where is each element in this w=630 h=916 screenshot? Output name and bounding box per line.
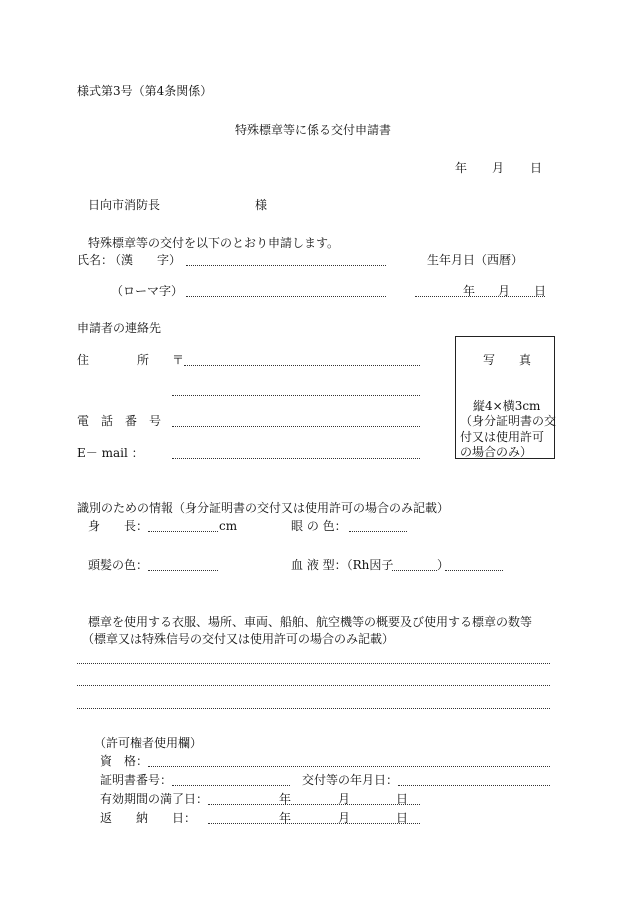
expiry-label: 有効期間の満了日： (100, 792, 209, 806)
addressee-name: 日向市消防長 (88, 198, 161, 212)
expiry-day: 日 (396, 792, 409, 806)
expiry-year: 年 (279, 792, 292, 806)
email-field[interactable] (172, 458, 420, 459)
blood-type-field[interactable] (445, 570, 503, 571)
height-field[interactable] (148, 531, 218, 532)
issue-date-label: 交付等の年月日： (302, 773, 399, 787)
name-label: 氏名： (77, 253, 114, 267)
height-label: 身 長： (88, 519, 149, 533)
address-field-2[interactable] (172, 395, 420, 396)
qualification-field[interactable] (148, 766, 550, 767)
postal-mark: 〒 (172, 353, 185, 367)
photo-note-2: 付又は使用許可 (460, 430, 545, 444)
usage-field-2[interactable] (77, 685, 550, 686)
return-day: 日 (396, 811, 409, 825)
return-label: 返 納 日： (100, 811, 197, 825)
expiry-date-field[interactable] (208, 804, 420, 805)
photo-note-1: （身分証明書の交 (460, 414, 557, 428)
expiry-month: 月 (338, 792, 351, 806)
usage-line-2: （標章又は特殊信号の交付又は使用許可の場合のみ記載） (82, 632, 395, 646)
date-day: 日 (530, 161, 543, 175)
cert-number-label: 証明書番号： (100, 773, 173, 787)
return-year: 年 (279, 811, 292, 825)
height-unit: cm (219, 519, 238, 533)
phone-field[interactable] (172, 426, 420, 427)
return-month: 月 (338, 811, 351, 825)
rh-factor-field[interactable] (392, 570, 437, 571)
usage-field-1[interactable] (77, 663, 550, 664)
roman-name-field[interactable] (186, 296, 386, 297)
date-year: 年 (455, 161, 468, 175)
return-date-field[interactable] (208, 823, 420, 824)
usage-field-3[interactable] (77, 708, 550, 709)
blood-close: ） (437, 558, 450, 572)
addressee-suffix: 様 (255, 198, 268, 212)
eye-color-field[interactable] (349, 531, 407, 532)
email-label: E－ mail ： (77, 446, 144, 460)
date-month: 月 (492, 161, 505, 175)
eye-label: 眼 の 色： (291, 519, 347, 533)
kanji-label: （漢 字） (109, 253, 182, 267)
intro-text: 特殊標章等の交付を以下のとおり申請します。 (88, 236, 340, 250)
birth-year: 年 (463, 284, 476, 298)
authority-heading: （許可権者使用欄） (94, 736, 203, 750)
birth-date-field[interactable] (415, 296, 545, 297)
address-label: 住 所 (77, 353, 150, 367)
phone-label: 電 話 番 号 (77, 414, 162, 428)
contact-heading: 申請者の連絡先 (77, 321, 162, 335)
birth-day: 日 (534, 284, 547, 298)
identification-heading: 識別のための情報（身分証明書の交付又は使用許可の場合のみ記載） (77, 501, 450, 515)
birth-label: 生年月日（西暦） (427, 253, 524, 267)
birth-month: 月 (498, 284, 511, 298)
photo-size: 縦4×横3cm (473, 399, 541, 413)
hair-color-field[interactable] (148, 570, 218, 571)
cert-number-field[interactable] (172, 785, 290, 786)
hair-label: 頭髪の色： (88, 558, 149, 572)
form-number: 様式第3号（第4条関係） (77, 84, 213, 98)
kanji-name-field[interactable] (186, 265, 386, 266)
form-title: 特殊標章等に係る交付申請書 (235, 123, 392, 137)
photo-note-3: の場合のみ） (460, 445, 533, 459)
issue-date-field[interactable] (398, 785, 550, 786)
roman-label: （ローマ字） (111, 284, 184, 298)
photo-heading: 写 真 (483, 353, 532, 367)
qualification-label: 資 格： (100, 754, 149, 768)
usage-line-1: 標章を使用する衣服、場所、車両、船舶、航空機等の概要及び使用する標章の数等 (88, 615, 533, 629)
address-field-1[interactable] (184, 365, 420, 366)
blood-label: 血 液 型：（Rh因子 (291, 558, 394, 572)
